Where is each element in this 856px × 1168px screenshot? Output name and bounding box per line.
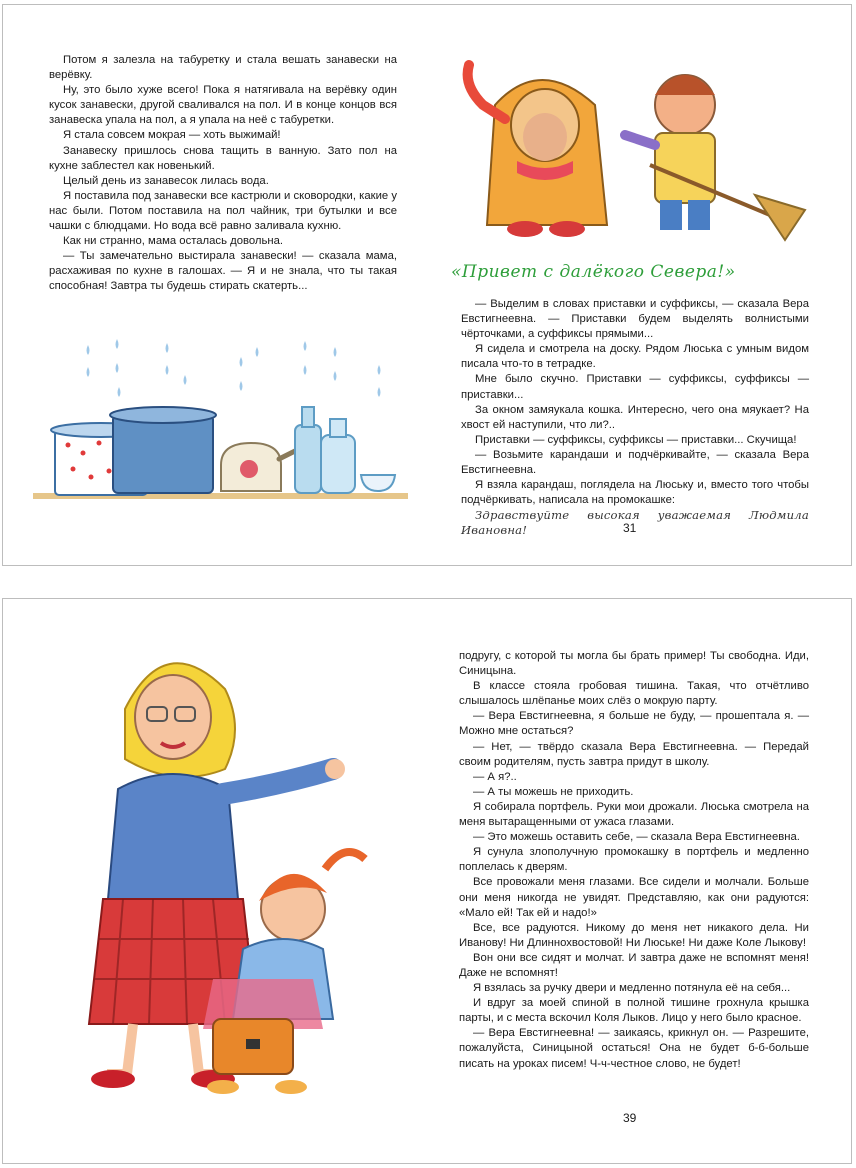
top-left-text (49, 53, 397, 295)
paragraph: — А ты можешь не приходить. (473, 785, 634, 798)
paragraph: Все провожали меня глазами. Все сидели и молчали. Больше они меня никогда не увидят. Представляю, как они радуются: «Мало ей! Так ей и надо!» (459, 876, 809, 919)
paragraph: — Нет, — твёрдо сказала Вера Евстигнеевна. — Передай своим родителям, пусть завтра придут в школу. (459, 740, 809, 768)
paragraph: — Вера Евстигнеевна! — заикаясь, крикнул он. — Разрешите, пожалуйста, Синицыной остаться! Она не будет б-б-больше писать на уроках писем! Ч-ч-честное слово, не будет! (459, 1027, 809, 1070)
paragraph: Я поставила под занавески все кастрюли и сковородки, какие у нас были. Потом поставила на пол чайник, три бутылки и все чашки с блюдцами. Но вода всё равно заливала кухню. (49, 189, 397, 233)
paragraph: — Вера Евстигнеевна, я больше не буду, — прошептала я. — Можно мне остаться? (459, 710, 809, 738)
paragraph: Потом я залезла на табуретку и стала вешать занавески на верёвку. (49, 54, 397, 82)
paragraph: Я взяла карандаш, поглядела на Люську и, вместо того чтобы подчёркивать, написала на промокашке: (461, 479, 809, 507)
paragraph: В классе стояла гробовая тишина. Такая, что отчётливо слышалось шлёпанье моих слёз о мокрую парту. (459, 680, 809, 708)
paragraph: Я взялась за ручку двери и медленно потянула её на себя... (473, 982, 791, 995)
paragraph: Занавеску пришлось снова тащить в ванную. Зато пол на кухне заблестел как новенький. (49, 144, 397, 172)
top-spread (2, 4, 852, 566)
paragraph: И вдруг за моей спиной в полной тишине грохнула крышка парты, и с места вскочил Коля Лыков. Лицо у него было красное. (459, 997, 809, 1025)
page-number: 31 (623, 521, 637, 535)
bottom-right-text (459, 649, 809, 1072)
paragraph: Как ни странно, мама осталась довольна. (63, 235, 284, 248)
paragraph: — Это можешь оставить себе, — сказала Вера Евстигнеевна. (473, 831, 800, 844)
paragraph: Я сунула злополучную промокашку в портфель и медленно поплелась к дверям. (459, 846, 809, 874)
paragraph: Целый день из занавесок лилась вода. (63, 174, 269, 187)
paragraph: — Возьмите карандаши и подчёркивайте, — сказала Вера Евстигнеевна. (461, 448, 809, 477)
paragraph: — Ты замечательно выстирала занавески! — сказала мама, расхаживая по кухне в галошах. — Я и не знала, что ты такая способная! Завтра ты будешь стирать скатерть... (49, 250, 397, 293)
paragraph: За окном замяукала кошка. Интересно, чего она мяукает? На хвост ей наступили, что ли?.. (461, 403, 809, 431)
paragraph: Мне было скучно. Приставки — суффиксы, суффиксы — приставки... (461, 373, 809, 401)
paragraph: Все, все радуются. Никому до меня нет никакого дела. Ни Иванову! Ни Длиннохвостовой! Ни Люське! Ни даже Коле Лыкову! (459, 921, 809, 949)
paragraph: Вон они все сидят и молчат. И завтра даже не вспомнят меня! Даже не вспомнят! (459, 951, 809, 979)
chapter-heading: «Привет с далёкого Севера!» (451, 262, 736, 282)
paragraph: Ну, это было хуже всего! Пока я натягивала на верёвку один кусок занавески, другой сваливался на пол. И в конце концов вся занавеска упала на пол, а я упала на неё с табуретки. (49, 84, 397, 127)
paragraph: Я стала совсем мокрая — хоть выжимай! (63, 129, 281, 142)
top-right-text (461, 297, 809, 539)
bottom-spread (2, 598, 852, 1164)
characters-illustration (455, 45, 810, 245)
paragraph: — Выделим в словах приставки и суффиксы, — сказала Вера Евстигнеевна. — Приставки будем выделять волнистыми чёрточками, а суффиксы прямыми... (461, 298, 809, 341)
page-number: 39 (623, 1111, 637, 1125)
paragraph: — А я?.. (473, 770, 517, 783)
paragraph: Я сидела и смотрела на доску. Рядом Люська с умным видом писала что-то в тетрадке. (461, 343, 809, 371)
paragraph: подругу, с которой ты могла бы брать пример! Ты свободна. Иди, Синицына. (459, 650, 809, 678)
kitchen-dripping-illustration (33, 335, 413, 505)
teacher-pointing-illustration (63, 639, 353, 1099)
paragraph: Я собирала портфель. Руки мои дрожали. Люська смотрела на меня вытаращенными от ужаса глазами. (459, 800, 809, 829)
handwritten-note: Здравствуйте высокая уважаемая Людмила Ивановна! (461, 508, 809, 538)
paragraph: Приставки — суффиксы, суффиксы — приставки... Скучища! (475, 433, 797, 446)
